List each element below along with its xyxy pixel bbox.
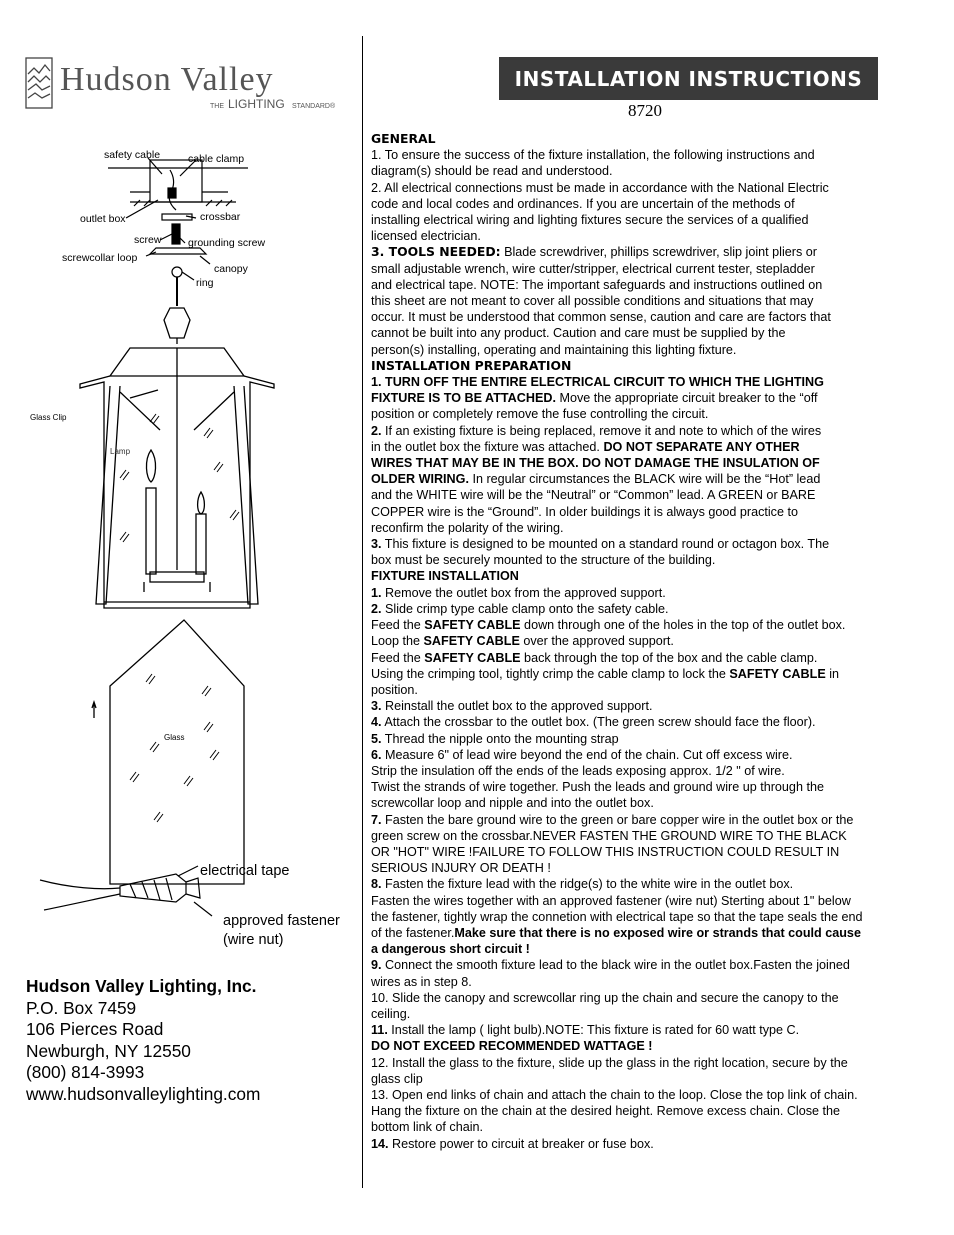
- po-box: P.O. Box 7459: [26, 997, 137, 1018]
- prep-1-text2: position or completely remove the fuse controlling the circuit.: [371, 407, 709, 422]
- phone-number: (800) 814-3993: [26, 1062, 145, 1083]
- step-2: [371, 601, 951, 617]
- step-14: [371, 1136, 951, 1152]
- label-wire-nut: (wire nut): [223, 932, 284, 948]
- prep-2-line2: [371, 439, 951, 455]
- step-2b-post: over the approved support.: [519, 634, 674, 649]
- step-8-text: Fasten the fixture lead with the ridge(s) to the white wire in the outlet box.: [381, 877, 794, 892]
- label-screw: screw: [134, 234, 162, 246]
- tools-3: and electrical tape. NOTE: The important safeguards and instructions outlined on: [371, 277, 823, 292]
- prep-1-text: Move the appropriate circuit breaker to the “off: [555, 391, 818, 406]
- step-4: [371, 714, 951, 730]
- step-3-text: Reinstall the outlet box to the approved support.: [381, 699, 653, 714]
- logo-wordmark: Hudson Valley: [60, 61, 274, 98]
- step-8e: a dangerous short circuit !: [371, 942, 530, 957]
- general-heading: GENERAL: [371, 131, 436, 146]
- logo-tagline-the: THE: [210, 103, 224, 110]
- step-2e: position.: [371, 682, 418, 697]
- prep-2-text4: and the WHITE wire will be the “Neutral” or “Common” lead. A GREEN or BARE: [371, 488, 816, 503]
- step-4-num: 4.: [371, 715, 382, 730]
- ring-shape: [172, 267, 182, 277]
- label-electrical-tape: electrical tape: [200, 863, 290, 879]
- tools-heading: 3. TOOLS NEEDED:: [371, 244, 501, 260]
- wire-nut-illustration: [40, 866, 212, 916]
- step-2d-post: in: [825, 666, 840, 681]
- general-1b: diagram(s) should be read and understood.: [371, 164, 613, 179]
- prep-2-line: [371, 423, 951, 439]
- label-glass: Glass: [164, 733, 185, 742]
- prep-3-line: [371, 536, 951, 552]
- step-3-num: 3.: [371, 699, 382, 714]
- prep-1-bold2: FIXTURE IS TO BE ATTACHED.: [371, 391, 556, 406]
- step-2-text: Slide crimp type cable clamp onto the safety cable.: [381, 601, 669, 616]
- step-5-num: 5.: [371, 731, 382, 746]
- lantern-body: [80, 308, 274, 608]
- tools-2: small adjustable wrench, wire cutter/stripper, electrical current tester, stepladder: [371, 261, 815, 276]
- step-11-num: 11.: [371, 1023, 388, 1038]
- tools-text-1: Blade screwdriver, phillips screwdriver, slip joint pliers or: [500, 245, 817, 260]
- step-14-text: Restore power to circuit at breaker or fuse box.: [388, 1136, 654, 1151]
- step-3: [371, 698, 951, 714]
- step-7: [371, 812, 951, 828]
- step-6-text: Measure 6" of lead wire beyond the end of the chain. Cut off excess wire.: [381, 747, 793, 762]
- prep-heading: INSTALLATION PREPARATION: [371, 357, 572, 373]
- prep-1-line: [371, 390, 951, 406]
- step-7-num: 7.: [371, 812, 382, 827]
- step-7-text: Fasten the bare ground wire to the green or bare copper wire in the outlet box or the: [381, 812, 854, 827]
- step-8: [371, 876, 951, 892]
- general-1: 1. To ensure the success of the fixture installation, the following instructions and: [371, 148, 815, 163]
- step-2a-pre: Feed the: [371, 618, 425, 633]
- prep-2-bold3: OLDER WIRING.: [371, 472, 469, 487]
- label-cable-clamp: cable clamp: [188, 153, 245, 165]
- prep-2-text2: in the outlet box the fixture was attached.: [371, 439, 604, 454]
- label-outlet-box: outlet box: [80, 213, 126, 225]
- glass-panel-marks: [130, 674, 219, 822]
- installation-instructions-banner: INSTALLATION INSTRUCTIONS: [499, 57, 878, 100]
- prep-2-text6: reconfirm the polarity of the wiring.: [371, 520, 564, 535]
- screw-shape: [172, 224, 180, 244]
- label-lamp: Lamp: [110, 447, 131, 456]
- step-6-num: 6.: [371, 747, 382, 762]
- glass-reflection-marks: [120, 414, 239, 542]
- tools-5: occur. It must be understood that common sense, caution and care are factors that: [371, 310, 831, 325]
- step-8c: the fastener, tightly wrap the connetion with electrical tape so that the tape seals the end: [371, 909, 863, 924]
- label-grounding-screw: grounding screw: [188, 237, 266, 249]
- step-2a-post: down through one of the holes in the top of the outlet box.: [520, 618, 846, 633]
- safety-cable-bold: SAFETY CABLE: [424, 618, 521, 633]
- step-6c: Twist the strands of wire together. Push the leads and ground wire up through the: [371, 780, 824, 795]
- step-9: [371, 957, 951, 973]
- prep-3-text: This fixture is designed to be mounted on a standard round or octagon box. The: [381, 537, 830, 552]
- general-2d: licensed electrician.: [371, 229, 481, 244]
- step-2c-pre: Feed the: [371, 650, 425, 665]
- step-8-num: 8.: [371, 877, 382, 892]
- step-5: [371, 731, 951, 747]
- street-address: 106 Pierces Road: [26, 1019, 164, 1040]
- step-13: 13. Open end links of chain and attach the chain to the loop. Close the top link of chain.: [371, 1087, 858, 1102]
- label-glass-clip: Glass Clip: [30, 413, 67, 422]
- step-2d-pre: Using the crimping tool, tightly crimp the cable clamp to lock the: [371, 666, 730, 681]
- step-9-text: Connect the smooth fixture lead to the black wire in the outlet box.Fasten the joined: [381, 958, 850, 973]
- step-11-text: Install the lamp ( light bulb).NOTE: This fixture is rated for 60 watt type C.: [387, 1023, 800, 1038]
- label-crossbar: crossbar: [200, 211, 241, 223]
- prep-3-num: 3.: [371, 537, 382, 552]
- logo-tagline-standard: STANDARD®: [292, 103, 336, 110]
- step-9-num: 9.: [371, 958, 382, 973]
- step-1-text: Remove the outlet box from the approved support.: [381, 585, 666, 600]
- tools-4: this sheet are not meant to cover all possible conditions and situations that may: [371, 294, 814, 309]
- step-11b: DO NOT EXCEED RECOMMENDED WATTAGE !: [371, 1039, 653, 1054]
- safety-cable-bold: SAFETY CABLE: [423, 634, 520, 649]
- fixture-diagram: [0, 130, 360, 970]
- cable-clamp-shape: [168, 188, 176, 198]
- step-2b-pre: Loop the: [371, 634, 424, 649]
- model-number: 8720: [628, 101, 662, 120]
- step-13c: bottom link of chain.: [371, 1120, 484, 1135]
- instructions-text: [371, 131, 951, 1152]
- step-10b: ceiling.: [371, 1006, 411, 1021]
- step-2c: [371, 650, 951, 666]
- general-2c: installing electrical wiring and lighting fixtures secure the services of a qualified: [371, 213, 809, 228]
- step-10: 10. Slide the canopy and screwcollar ring up the chain and secure the canopy to the: [371, 990, 839, 1005]
- safety-cable-bold: SAFETY CABLE: [424, 650, 521, 665]
- step-2-num: 2.: [371, 601, 382, 616]
- step-5-text: Thread the nipple onto the mounting strap: [381, 731, 619, 746]
- column-divider: [362, 36, 363, 1188]
- step-2d: [371, 666, 951, 682]
- safety-cable-bold: SAFETY CABLE: [729, 666, 826, 681]
- general-2: 2. All electrical connections must be made in accordance with the National Electric: [371, 180, 829, 195]
- step-9b: wires as in step 8.: [371, 974, 472, 989]
- tools-7: person(s) installing, operating and maintaining this lighting fixture.: [371, 342, 737, 357]
- step-8b: Fasten the wires together with an approved fastener (wire nut) Sterting about 1" below: [371, 893, 851, 908]
- hudson-valley-logo: [24, 56, 364, 116]
- prep-2-text: If an existing fixture is being replaced, remove it and note to which of the wires: [381, 423, 822, 438]
- prep-2-line3: [371, 471, 951, 487]
- company-name: Hudson Valley Lighting, Inc.: [26, 976, 257, 996]
- prep-1-bold: 1. TURN OFF THE ENTIRE ELECTRICAL CIRCUIT TO WHICH THE LIGHTING: [371, 375, 824, 390]
- step-2a: [371, 617, 951, 633]
- step-7d: SERIOUS INJURY OR DEATH !: [371, 861, 551, 876]
- step-11: [371, 1022, 951, 1038]
- prep-2-text5: COPPER wire is the “Ground”. In older buildings it is always good practice to: [371, 504, 798, 519]
- label-canopy: canopy: [214, 263, 248, 275]
- step-2c-post: back through the top of the box and the cable clamp.: [520, 650, 818, 665]
- tools-line-1: [371, 244, 951, 260]
- label-safety-cable: safety cable: [104, 149, 161, 161]
- label-approved-fastener: approved fastener: [223, 913, 340, 929]
- step-8d-pre: of the fastener.: [371, 925, 455, 940]
- step-12b: glass clip: [371, 1071, 423, 1086]
- crossbar-shape: [162, 214, 192, 220]
- website-link[interactable]: www.hudsonvalleylighting.com: [26, 1083, 261, 1104]
- label-screwcollar-loop: screwcollar loop: [62, 252, 138, 264]
- label-ring: ring: [196, 277, 214, 289]
- glass-panel: [92, 620, 244, 884]
- step-13b: Hang the fixture on the chain at the desired height. Remove excess chain. Close the: [371, 1104, 841, 1119]
- step-4-text: Attach the crossbar to the outlet box. (The green screw should face the floor).: [381, 715, 816, 730]
- fixture-heading: FIXTURE INSTALLATION: [371, 569, 519, 584]
- step-14-num: 14.: [371, 1136, 389, 1151]
- step-1: [371, 585, 951, 601]
- step-6: [371, 747, 951, 763]
- prep-2-bold2: WIRES THAT MAY BE IN THE BOX. DO NOT DAMAGE THE INSULATION OF: [371, 456, 820, 471]
- mountain-emblem-icon: [26, 58, 52, 108]
- step-8d-bold: Make sure that there is no exposed wire or strands that could cause: [454, 925, 861, 940]
- step-7b: green screw on the crossbar.NEVER FASTEN THE GROUND WIRE TO THE BLACK: [371, 828, 847, 843]
- step-8d: [371, 925, 951, 941]
- company-address: [26, 976, 260, 1106]
- prep-2-bold: DO NOT SEPARATE ANY OTHER: [603, 439, 800, 454]
- prep-2-num: 2.: [371, 423, 382, 438]
- tools-6: cannot be built into any product. Caution and care must be supplied by the: [371, 326, 786, 341]
- step-12: 12. Install the glass to the fixture, slide up the glass in the right location, secure by the: [371, 1055, 848, 1070]
- logo-tagline-lighting: LIGHTING: [228, 97, 285, 111]
- step-2b: [371, 633, 951, 649]
- city-state-zip: Newburgh, NY 12550: [26, 1040, 191, 1061]
- step-6b: Strip the insulation off the ends of the leads exposing approx. 1/2 " of wire.: [371, 763, 785, 778]
- prep-2-text3: In regular circumstances the BLACK wire will be the “Hot” lead: [468, 472, 821, 487]
- general-2b: code and local codes and ordinances. If you are uncertain of the methods of: [371, 196, 795, 211]
- prep-3-text2: box must be securely mounted to the structure of the building.: [371, 553, 716, 568]
- step-7c: OR "HOT" WIRE !FAILURE TO FOLLOW THIS INSTRUCTION COULD RESULT IN: [371, 844, 840, 859]
- step-1-num: 1.: [371, 585, 382, 600]
- step-6d: screwcollar loop and nipple and into the outlet box.: [371, 796, 654, 811]
